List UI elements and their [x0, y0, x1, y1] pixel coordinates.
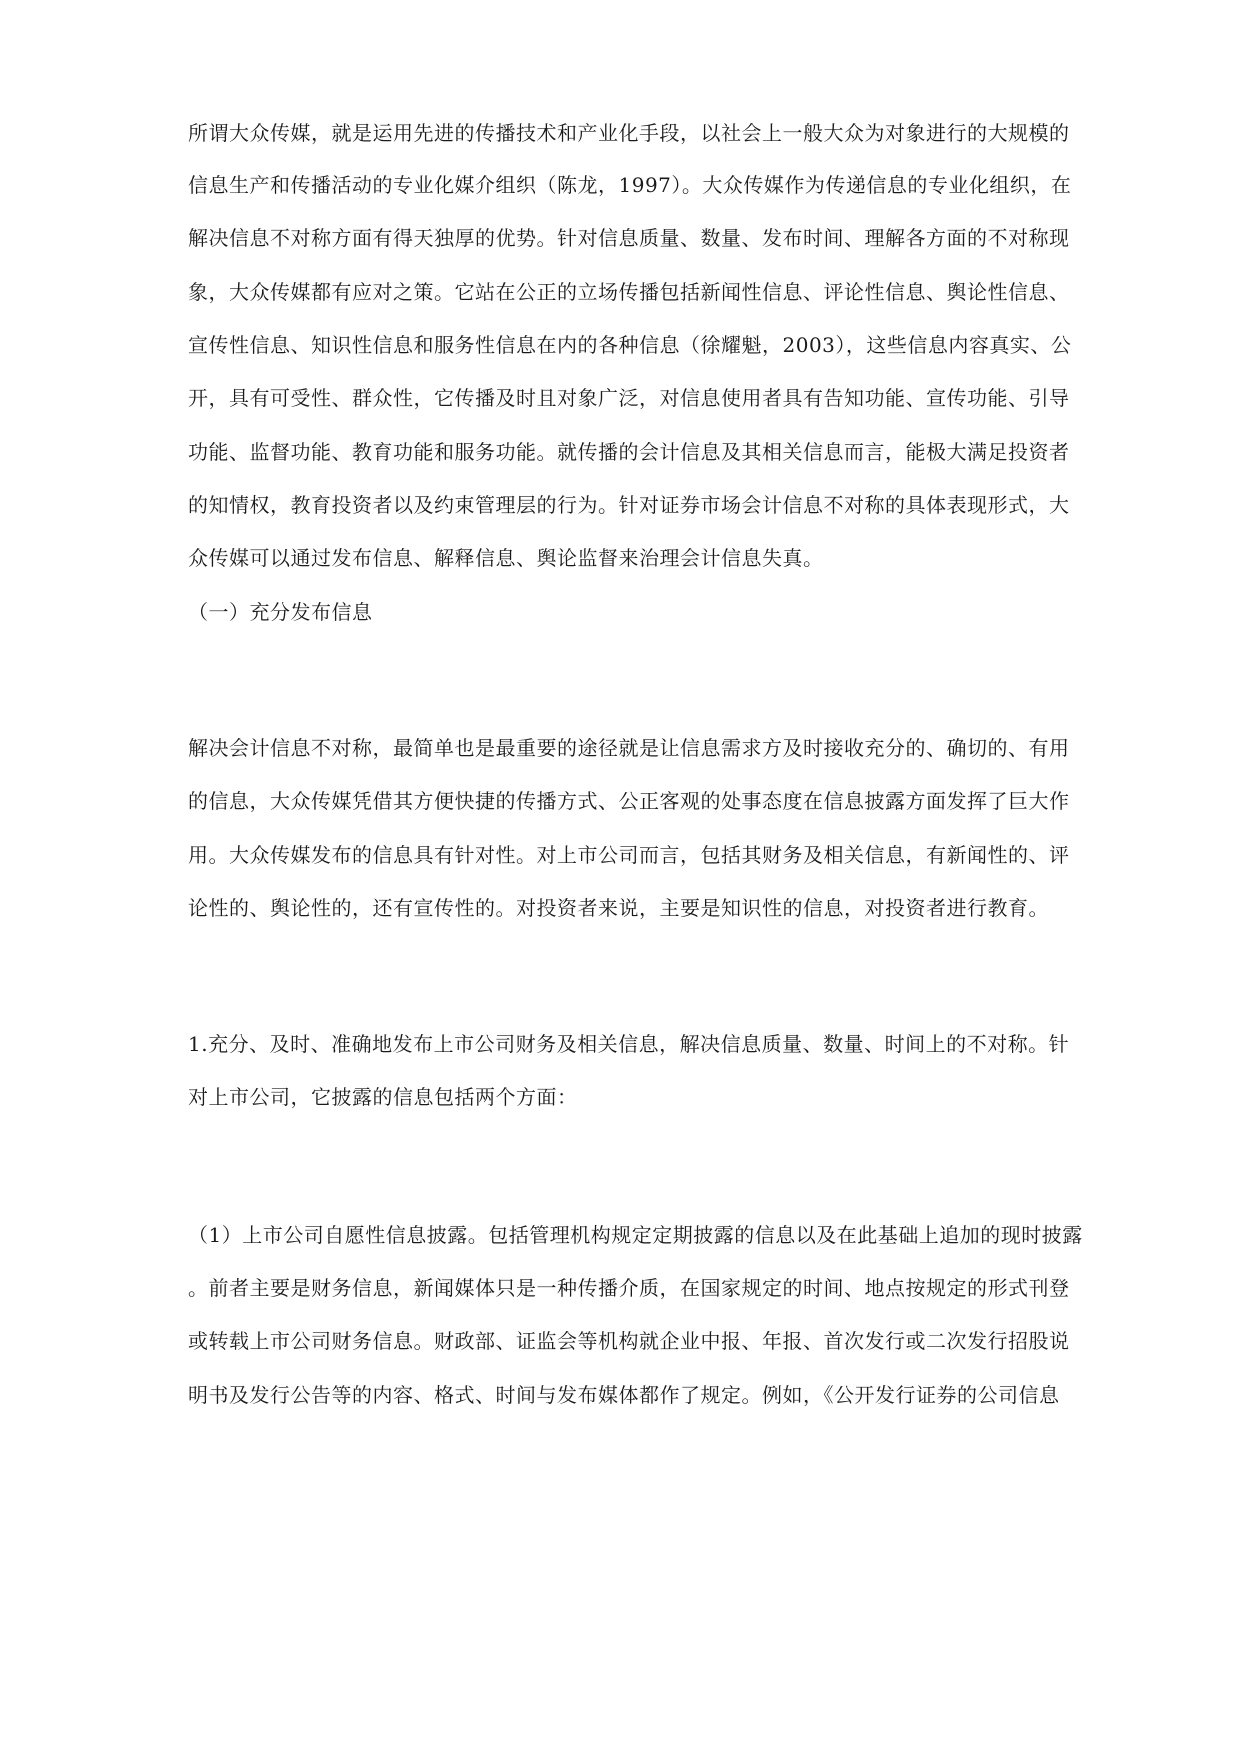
paragraph-1-line-4: 象，大众传媒都有应对之策。它站在公正的立场传播包括新闻性信息、评论性信息、舆论性信息、 [188, 280, 1070, 304]
paragraph-1-line-7: 功能、监督功能、教育功能和服务功能。就传播的会计信息及其相关信息而言，能极大满足投资者 [188, 440, 1070, 464]
paragraph-1-line-2: 信息生产和传播活动的专业化媒介组织（陈龙，1997）。大众传媒作为传递信息的专业化组织，在 [188, 173, 1072, 197]
paragraph-1-line-8: 的知情权，教育投资者以及约束管理层的行为。针对证券市场会计信息不对称的具体表现形式，大 [188, 493, 1070, 517]
paragraph-4-line-4: 明书及发行公告等的内容、格式、时间与发布媒体都作了规定。例如，《公开发行证券的公司信息 [188, 1383, 1060, 1407]
section-heading: （一）充分发布信息 [188, 600, 373, 624]
paragraph-1-line-6: 开，具有可受性、群众性，它传播及时且对象广泛，对信息使用者具有告知功能、宣传功能、引导 [188, 386, 1070, 410]
paragraph-4-line-3: 或转载上市公司财务信息。财政部、证监会等机构就企业中报、年报、首次发行或二次发行招股说 [188, 1329, 1070, 1353]
paragraph-2-line-1: 解决会计信息不对称，最简单也是最重要的途径就是让信息需求方及时接收充分的、确切的、有用 [188, 736, 1070, 760]
paragraph-1-line-3: 解决信息不对称方面有得天独厚的优势。针对信息质量、数量、发布时间、理解各方面的不对称现 [188, 226, 1070, 250]
paragraph-4-line-2: 。前者主要是财务信息，新闻媒体只是一种传播介质，在国家规定的时间、地点按规定的形式刊登 [188, 1276, 1070, 1300]
paragraph-2-line-4: 论性的、舆论性的，还有宣传性的。对投资者来说，主要是知识性的信息，对投资者进行教育。 [188, 896, 1049, 920]
paragraph-3-line-2: 对上市公司，它披露的信息包括两个方面： [188, 1085, 578, 1109]
paragraph-4-line-1: （1）上市公司自愿性信息披露。包括管理机构规定定期披露的信息以及在此基础上追加的现时披露 [188, 1223, 1083, 1247]
paragraph-2-line-2: 的信息，大众传媒凭借其方便快捷的传播方式、公正客观的处事态度在信息披露方面发挥了巨大作 [188, 789, 1070, 813]
paragraph-2-line-3: 用。大众传媒发布的信息具有针对性。对上市公司而言，包括其财务及相关信息，有新闻性的、评 [188, 843, 1070, 867]
paragraph-1-line-5: 宣传性信息、知识性信息和服务性信息在内的各种信息（徐耀魁，2003），这些信息内容真实、公 [188, 333, 1072, 357]
paragraph-1-line-9: 众传媒可以通过发布信息、解释信息、舆论监督来治理会计信息失真。 [188, 546, 824, 570]
paragraph-1-line-1: 所谓大众传媒，就是运用先进的传播技术和产业化手段，以社会上一般大众为对象进行的大规模的 [188, 121, 1070, 145]
paragraph-3-line-1: 1.充分、及时、准确地发布上市公司财务及相关信息，解决信息质量、数量、时间上的不对称。针 [188, 1032, 1070, 1056]
